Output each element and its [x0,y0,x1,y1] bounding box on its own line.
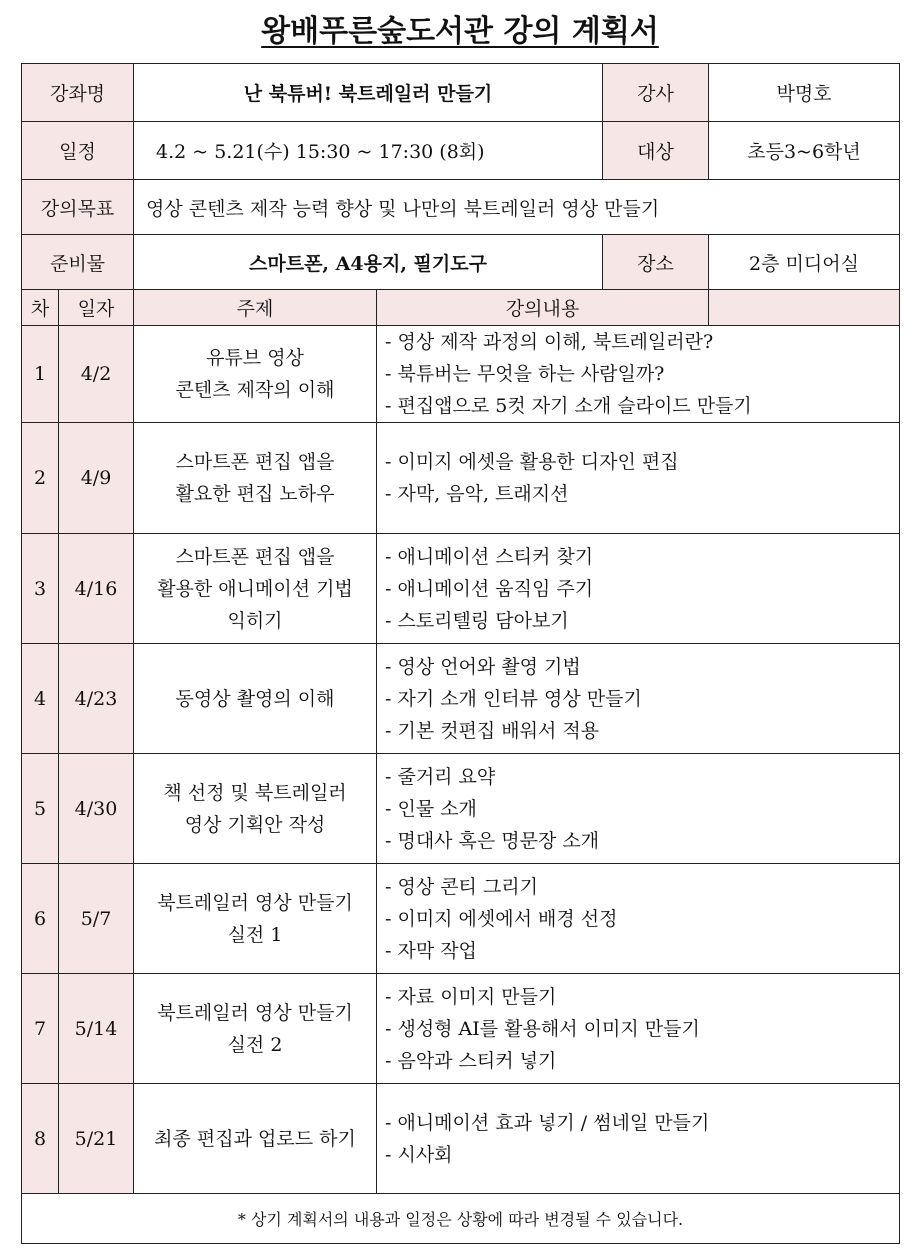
session-content [377,534,900,644]
session-date: 4/2 [59,326,134,423]
topic-line: 활요한 편집 노하우 [175,483,335,505]
header-num: 차 [22,290,59,326]
session-number: 3 [22,534,59,644]
target-value: 초등3~6학년 [709,122,900,180]
course-label: 강좌명 [22,64,134,122]
session-topic [134,326,377,423]
footer-row [22,1194,900,1244]
instructor-label: 강사 [603,64,709,122]
session-row [22,326,900,423]
materials-row [22,235,900,290]
content-line: - 애니메이션 스티커 찾기 [385,545,594,568]
session-topic [134,534,377,644]
session-content [377,974,900,1084]
schedule-value: 4.2 ~ 5.21(수) 15:30 ~ 17:30 (8회) [134,122,603,180]
session-row [22,644,900,754]
session-row [22,534,900,644]
lecture-plan-table [21,63,900,1244]
content-line: - 생성형 AI를 활용해서 이미지 만들기 [385,1017,700,1040]
schedule-label: 일정 [22,122,134,180]
session-content [377,326,900,423]
materials-value: 스마트폰, A4용지, 필기도구 [134,235,603,290]
goal-value: 영상 콘텐츠 제작 능력 향상 및 나만의 북트레일러 영상 만들기 [134,180,900,235]
topic-line: 동영상 촬영의 이해 [175,687,335,710]
content-line: - 애니메이션 움직임 주기 [385,577,594,600]
content-line: - 편집앱으로 5컷 자기 소개 슬라이드 만들기 [385,395,752,417]
session-topic [134,1084,377,1194]
topic-line: 영상 기획안 작성 [184,813,326,836]
session-row [22,754,900,864]
topic-line: 익히기 [227,609,283,632]
place-value: 2층 미디어실 [709,235,900,290]
place-label: 장소 [603,235,709,290]
session-date: 4/23 [59,644,134,754]
course-row [22,64,900,122]
instructor-name: 박명호 [709,64,900,122]
content-line: - 이미지 에셋에서 배경 선정 [385,907,618,930]
content-line: - 영상 제작 과정의 이해, 북트레일러란? [385,331,714,353]
session-number: 1 [22,326,59,423]
content-line: - 자료 이미지 만들기 [385,985,557,1008]
session-content [377,1084,900,1194]
topic-line: 스마트폰 편집 앱을 [175,451,335,473]
session-topic [134,754,377,864]
topic-line: 실전 1 [227,923,283,946]
session-date: 5/7 [59,864,134,974]
materials-label: 준비물 [22,235,134,290]
topic-line: 스마트폰 편집 앱을 [175,545,335,568]
content-line: - 줄거리 요약 [385,765,496,788]
session-topic [134,644,377,754]
session-content [377,864,900,974]
header-content: 강의내용 [377,290,709,326]
session-date: 4/16 [59,534,134,644]
content-line: - 명대사 혹은 명문장 소개 [385,829,600,852]
session-content [377,423,900,534]
topic-line: 북트레일러 영상 만들기 [157,1001,353,1024]
content-line: - 음악과 스티커 넣기 [385,1049,557,1072]
session-date: 4/9 [59,423,134,534]
course-name: 난 북튜버! 북트레일러 만들기 [134,64,603,122]
session-content [377,644,900,754]
goal-label: 강의목표 [22,180,134,235]
session-number: 8 [22,1084,59,1194]
content-line: - 이미지 에셋을 활용한 디자인 편집 [385,451,679,473]
content-line: - 인물 소개 [385,797,477,820]
session-row [22,423,900,534]
session-topic [134,974,377,1084]
target-label: 대상 [603,122,709,180]
topic-line: 북트레일러 영상 만들기 [157,891,353,914]
session-number: 6 [22,864,59,974]
footer-note: * 상기 계획서의 내용과 일정은 상황에 따라 변경될 수 있습니다. [22,1194,900,1244]
page-title: 왕배푸른숲도서관 강의 계획서 [261,14,659,49]
content-line: - 영상 언어와 촬영 기법 [385,655,581,678]
content-line: - 북튜버는 무엇을 하는 사람일까? [385,363,665,385]
content-line: - 기본 컷편집 배워서 적용 [385,719,600,742]
session-row [22,974,900,1084]
topic-line: 활용한 애니메이션 기법 [157,577,353,600]
session-date: 5/21 [59,1084,134,1194]
content-line: - 스토리텔링 담아보기 [385,609,569,632]
session-number: 4 [22,644,59,754]
content-line: - 시사회 [385,1143,453,1166]
session-number: 2 [22,423,59,534]
session-row [22,864,900,974]
content-line: - 영상 콘티 그리기 [385,875,539,898]
header-topic: 주제 [134,290,377,326]
topic-line: 유튜브 영상 [206,347,304,369]
session-date: 5/14 [59,974,134,1084]
header-empty [709,290,900,326]
content-line: - 자막 작업 [385,939,477,962]
topic-line: 콘텐츠 제작의 이해 [175,379,335,401]
content-line: - 자기 소개 인터뷰 영상 만들기 [385,687,642,710]
session-number: 5 [22,754,59,864]
header-date: 일자 [59,290,134,326]
session-date: 4/30 [59,754,134,864]
session-number: 7 [22,974,59,1084]
session-topic [134,864,377,974]
goal-row [22,180,900,235]
session-row [22,1084,900,1194]
content-line: - 자막, 음악, 트래지션 [385,483,569,505]
content-line: - 애니메이션 효과 넣기 / 썸네일 만들기 [385,1111,710,1134]
topic-line: 책 선정 및 북트레일러 [163,781,347,804]
topic-line: 최종 편집과 업로드 하기 [154,1127,356,1150]
topic-line: 실전 2 [227,1033,283,1056]
session-topic [134,423,377,534]
session-header-row [22,290,900,326]
session-content [377,754,900,864]
schedule-row [22,122,900,180]
